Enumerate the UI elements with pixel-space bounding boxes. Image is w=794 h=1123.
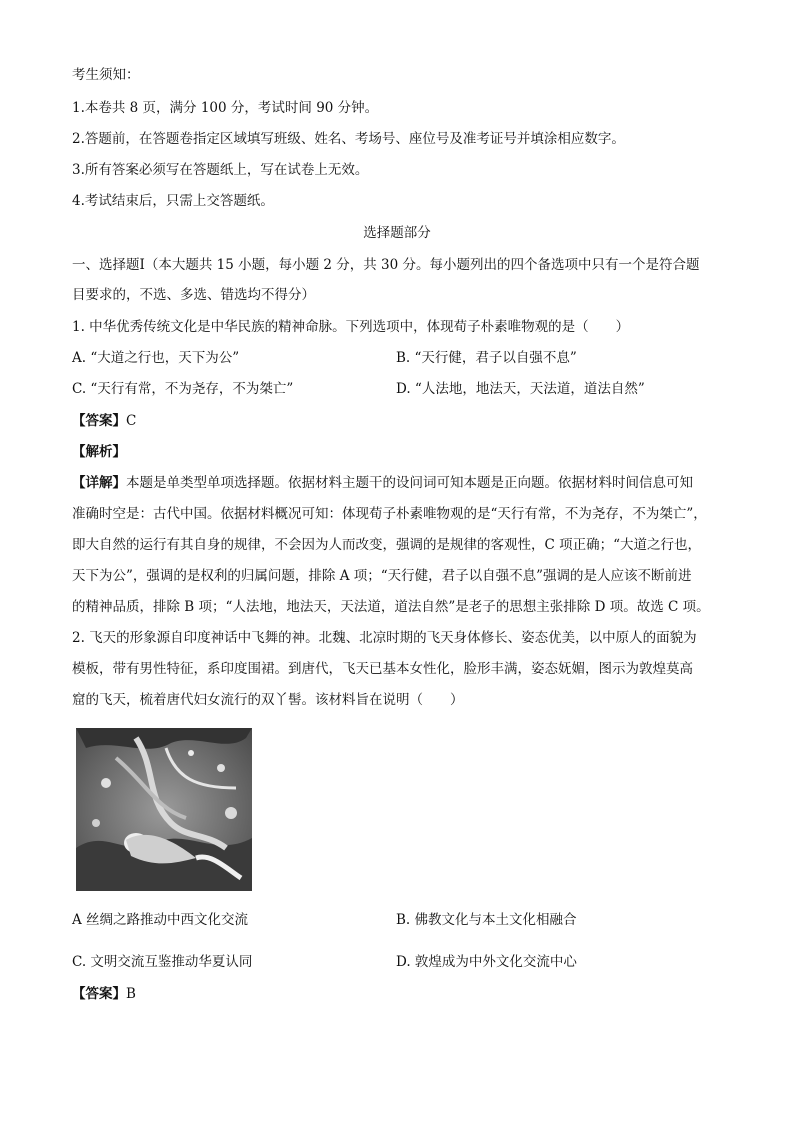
q1-detail-line: 准确时空是：古代中国。依据材料概况可知：体现荀子朴素唯物观的是“天行有常，不为尧存，不为桀亡”， bbox=[72, 506, 707, 522]
dunhuang-apsara-image bbox=[76, 728, 252, 891]
section-title: 选择题部分 bbox=[363, 225, 431, 241]
answer-value: B bbox=[126, 986, 136, 1002]
q2-answer bbox=[72, 985, 136, 1003]
q2-option-a: A 丝绸之路推动中西文化交流 bbox=[72, 912, 249, 928]
question-2-stem-line: 模板，带有男性特征，系印度围裙。到唐代，飞天已基本女性化，脸形丰满，姿态妩媚，图示为敦煌莫高 bbox=[72, 661, 693, 677]
answer-tag: 【答案】 bbox=[72, 413, 126, 429]
q1-analysis-tag bbox=[72, 443, 126, 461]
notice-item: 1.本卷共 8 页，满分 100 分，考试时间 90 分钟。 bbox=[72, 100, 379, 116]
q1-option-d: D. “人法地，地法天，天法道，道法自然” bbox=[396, 381, 645, 397]
question-1-stem: 1. 中华优秀传统文化是中华民族的精神命脉。下列选项中，体现荀子朴素唯物观的是（ ） bbox=[72, 319, 630, 335]
q1-detail-line: 即大自然的运行有其自身的规律，不会因为人而改变，强调的是规律的客观性，C 项正确；“大道之行也， bbox=[72, 537, 702, 553]
answer-value: C bbox=[126, 413, 137, 429]
q1-option-a: A. “大道之行也，天下为公” bbox=[72, 350, 240, 366]
detail-tag: 【详解】 bbox=[72, 475, 126, 491]
answer-tag: 【答案】 bbox=[72, 986, 126, 1002]
detail-text: 本题是单类型单项选择题。依据材料主题干的设问词可知本题是正向题。依据材料时间信息可知 bbox=[126, 475, 693, 491]
question-2-stem-line: 窟的飞天，梳着唐代妇女流行的双丫髻。该材料旨在说明（ ） bbox=[72, 692, 464, 708]
q1-detail-line: 的精神品质，排除 B 项；“人法地，地法天，天法道，道法自然”是老子的思想主张排除 D 项。故选 C 项。 bbox=[72, 599, 710, 615]
notice-title: 考生须知： bbox=[72, 67, 140, 83]
question-2-stem-line: 2. 飞天的形象源自印度神话中飞舞的神。北魏、北凉时期的飞天身体修长、姿态优美，以中原人的面貌为 bbox=[72, 630, 697, 646]
q1-answer bbox=[72, 412, 136, 430]
notice-item: 2.答题前，在答题卷指定区域填写班级、姓名、考场号、座位号及准考证号并填涂相应数字。 bbox=[72, 131, 625, 147]
notice-item: 4.考试结束后，只需上交答题纸。 bbox=[72, 193, 274, 209]
q1-detail-line bbox=[72, 474, 693, 492]
q2-option-c: C. 文明交流互鉴推动华夏认同 bbox=[72, 954, 253, 970]
notice-item: 3.所有答案必须写在答题纸上，写在试卷上无效。 bbox=[72, 162, 369, 178]
analysis-tag: 【解析】 bbox=[72, 444, 126, 460]
q1-option-c: C. “天行有常，不为尧存，不为桀亡” bbox=[72, 381, 294, 397]
part-heading-line: 目要求的，不选、多选、错选均不得分） bbox=[72, 287, 315, 303]
q2-option-b: B. 佛教文化与本土文化相融合 bbox=[396, 912, 577, 928]
q1-detail-line: 天下为公”，强调的是权利的归属问题，排除 A 项；“天行健，君子以自强不息”强调的是人应该不断前进 bbox=[72, 568, 692, 584]
part-heading-line: 一、选择题Ⅰ（本大题共 15 小题，每小题 2 分，共 30 分。每小题列出的四个备选项中只有一个是符合题 bbox=[72, 257, 700, 273]
q2-option-d: D. 敦煌成为中外文化交流中心 bbox=[396, 954, 577, 970]
q1-option-b: B. “天行健，君子以自强不息” bbox=[396, 350, 577, 366]
